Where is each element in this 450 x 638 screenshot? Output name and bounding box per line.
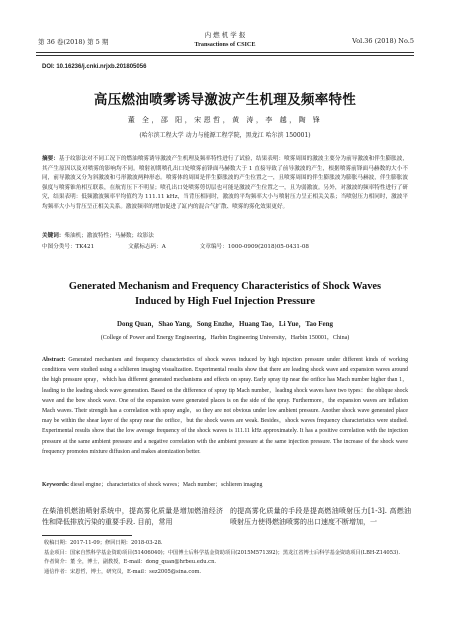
keywords-en-label: Keywords:: [42, 482, 70, 488]
authors-en: Dong Quan，Shao Yang，Song Enzhe，Huang Tao，Li Yue，Tao Feng: [116, 320, 334, 328]
keywords-en: [42, 481, 408, 491]
title-en-line1: Generated Mechanism and Frequency Characteristics of Shock Waves: [68, 281, 382, 292]
document-code: 文献标志码：A: [128, 244, 166, 250]
article-number: 文章编号：1000-0909(2018)05-0431-08: [199, 244, 309, 250]
doi: DOI: 10.16236/j.cnki.nrjxb.201805056: [42, 64, 147, 70]
abstract-cn: [42, 155, 408, 212]
footnote: [44, 539, 414, 577]
header-rule: [36, 52, 414, 53]
keywords-cn: [42, 232, 408, 242]
abstract-en-text: Generated mechanism and frequency characteristics of shock waves induced by high injection pressure under different kinds of working conditions were studied using a schlieren imaging visualization. Experimental results show that there are leading shock wave and expansion waves around the high pressure spray，which has different generated mechanisms and effects on spray. Early spray tip near the orifice has Mach number higher than 1，leading to the leading shock wave generation. Based on the difference of spray tip Mach number，leading shock waves have two types：the oblique shock wave and the bow shock wave. One of the expansion wave generated places is on the side of the spray. Furthermore，the expansion waves are inflation Mach waves. Their strength has a correlation with spray angle，so they are not obvious under low ambient pressure. Another shock wave generated place may be within the shear layer of the spray near the orifice，but the shock waves are weak. Besides，shock waves frequency characteristics were studied. Experimental results show that the low average frequency of the shock waves is 111.11 kHz approximately. It has a positive correlation with the injection pressure at the same ambient pressure and a negative correlation with the ambient pressure at the same injection pressure. The increase of the shock wave frequency promotes mixture diffusion and makes atomization better.: [42, 357, 409, 455]
clc-number: 中图分类号：TK421: [42, 244, 95, 250]
header-rule-thin: [36, 55, 414, 56]
footnote-received: 收稿日期：2017-11-09；修回日期：2018-03-28.: [44, 540, 163, 546]
abstract-cn-text: 基于纹影法对不同工况下的燃油喷雾诱导激波产生机理及频率特性进行了试验，结果表明：喷雾周围的激波主要分为前导激波和伴生膨胀波，其产生原因以及对喷雾的影响均不同。喷射初期喷孔出口处喷雾前锋面马赫数大于 1 直接导致了前导激波的产生，根据喷雾前锋面马赫数的大小不同，前导激波又分为斜激波和弓形激波两种形态。喷雾体的周围是伴生膨胀波的产生位置之一，且喷雾周围的伴生膨胀波为膨胀马赫波，伴生膨胀波强度与喷雾锥角相互联系，在航宵压下不明显；喷孔出口处喷雾剪切层也可能是激波产生位置之一，且为弱激波。另外，对激波的频率特性进行了研究，结果表明：低频激波频率平均值约为 111.11 kHz，当背压相同时，激波的平均频率大小与喷射压力呈正相关关系；当喷射压力相同时，激波平均频率大小与背压呈正相关关系。激波频率的增加促进了缸内的混合气扩散、喷雾的雾化效果更好。: [42, 156, 408, 210]
footnote-author: 作者简介：董 全，博士，副教授，E-mail：dong_quan@hrbeu.edu.cn.: [44, 559, 217, 565]
title-en-line2: Induced by High Fuel Injection Pressure: [134, 296, 316, 307]
affiliation-en: (College of Power and Energy Engineering，Harbin Engineering University，Harbin 150001，China): [100, 335, 350, 341]
keywords-cn-text: 柴油机；激波特性；马赫数；纹影法: [64, 233, 154, 239]
authors-cn: 董 全，邵 阳，宋恩哲，黄 涛，李 越，陶 锋: [127, 116, 323, 124]
keywords-en-text: diesel engine；characteristics of shock waves；Mach number；schlieren imaging: [70, 482, 263, 488]
body-column-right: 的提高雾化质量的手段是提高燃油喷射压力[1-3]. 高燃油喷射压力使得燃油喷雾的出口速度不断增加，一: [230, 507, 411, 526]
footnote-rule: [42, 535, 132, 536]
footnote-fund: 基金项目：国家自然科学基金资助项目(51406040)；中国博士后科学基金资助项目(2015M571392)；黑龙江省博士后科学基金资助项目(LBH-Z14053).: [44, 549, 400, 556]
classification-line: [42, 242, 408, 250]
journal-name-en: Transactions of CSICE: [194, 41, 256, 48]
keywords-cn-label: 关键词：: [42, 233, 65, 239]
abstract-en-label: Abstract:: [42, 357, 66, 363]
journal-header: [150, 31, 300, 49]
body-column-left: 在柴油机燃油喷射系统中，提高雾化质量是增加燃油经济性和降低排放污染的重要手段. 目前，常用: [42, 507, 223, 526]
title-cn: 高压燃油喷雾诱导激波产生机理及频率特性: [93, 92, 357, 108]
title-en: [30, 279, 420, 309]
abstract-cn-label: 摘要：: [42, 156, 59, 162]
header-volume: 第 36 卷(2018) 第 5 期: [38, 38, 109, 46]
journal-name-cn: 内 燃 机 学 报: [204, 31, 246, 39]
header-volume-en: Vol.36 (2018) No.5: [352, 37, 414, 45]
footnote-contact: 通信作者：宋恩哲，博士，研究员，E-mail：sez2005@sina.com.: [44, 568, 202, 575]
affiliation-cn: (哈尔滨工程大学 动力与能源工程学院，黑龙江 哈尔滨 150001): [139, 132, 311, 139]
abstract-en: [42, 355, 408, 457]
